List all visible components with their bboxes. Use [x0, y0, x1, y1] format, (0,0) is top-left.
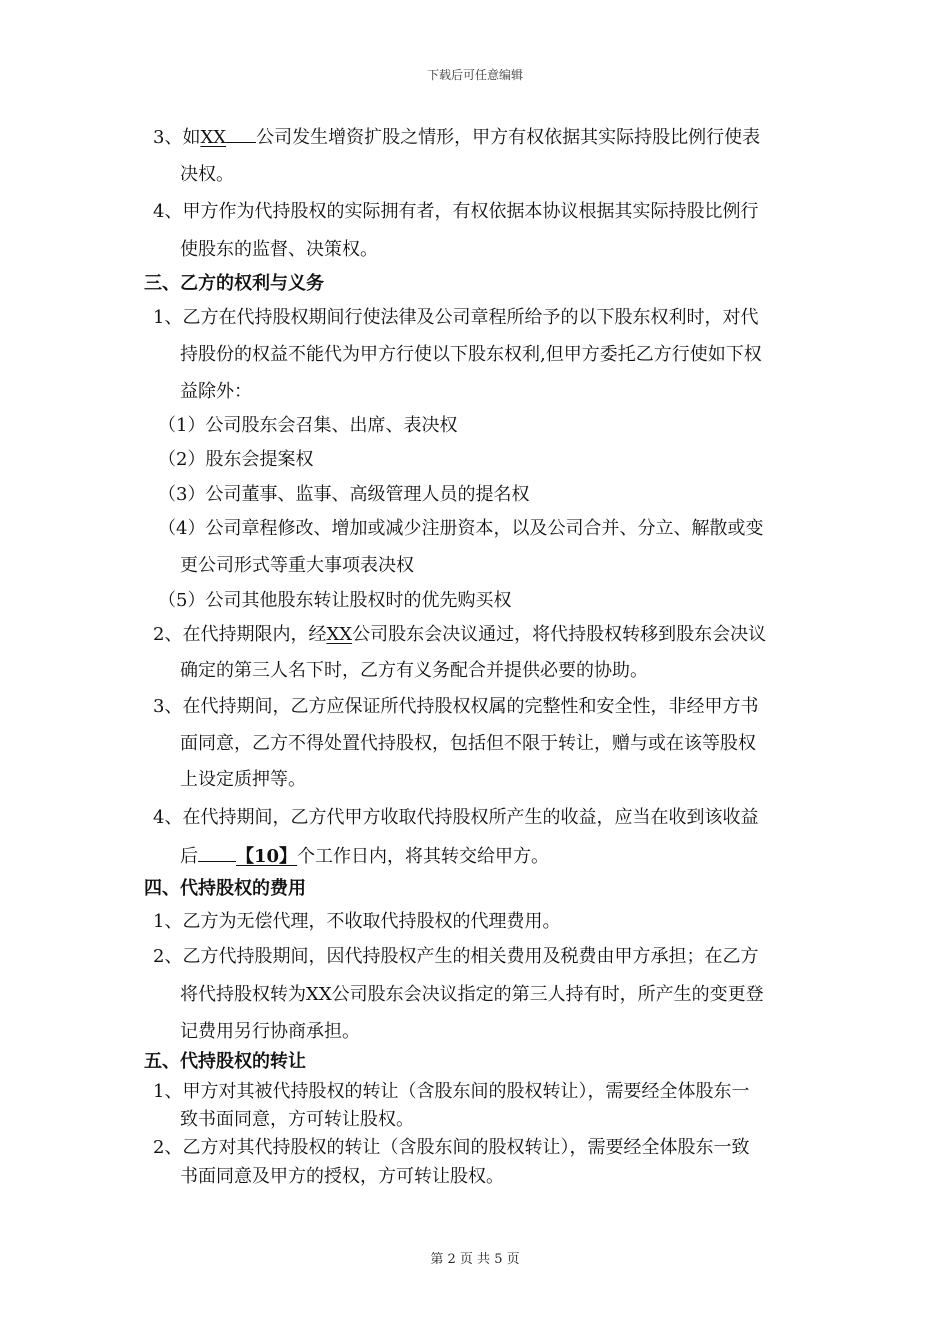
- clause-text: 个工作日内，将其转交给甲方。: [297, 846, 550, 867]
- s4-clause-2-line-3: 记费用另行协商承担。: [180, 1021, 360, 1042]
- section-heading-3: 三、乙方的权利与义务: [144, 273, 324, 294]
- s3-clause-2-line-1: [153, 623, 766, 647]
- s3-clause-1-line-1: 1、乙方在代持股权期间行使法律及公司章程所给予的以下股东权利时，对代: [153, 307, 759, 328]
- clause-3-line-2: 决权。: [180, 164, 234, 185]
- s3-clause-2-line-2: 确定的第三人名下时，乙方有义务配合并提供必要的协助。: [180, 660, 648, 681]
- s5-clause-2-line-1: 2、乙方对其代持股权的转让（含股东间的股权转让），需要经全体股东一致: [153, 1137, 750, 1158]
- page-header: 下载后可任意编辑: [426, 68, 523, 82]
- clause-4-line-2: 使股东的监督、决策权。: [180, 239, 378, 260]
- s5-clause-1-line-1: 1、甲方对其被代持股权的转让（含股东间的股权转让），需要经全体股东一: [153, 1081, 750, 1102]
- clause-text: 3、如: [153, 127, 201, 148]
- page-footer: 第 2 页 共 5 页: [430, 1252, 520, 1267]
- blank-underline: [226, 124, 256, 143]
- s3-item-5: （5）公司其他股东转让股权时的优先购买权: [158, 590, 512, 611]
- blank-underline: [198, 843, 236, 862]
- clause-text: 2、在代持期限内，经: [153, 624, 327, 645]
- s5-clause-1-line-2: 致书面同意，方可转让股权。: [180, 1109, 414, 1130]
- s3-item-4-line-1: （4）公司章程修改、增加或减少注册资本，以及公司合并、分立、解散或变: [158, 518, 764, 539]
- section-heading-4: 四、代持股权的费用: [144, 878, 306, 899]
- s3-clause-3-line-2: 面同意，乙方不得处置代持股权，包括但不限于转让，赠与或在该等股权: [180, 733, 756, 754]
- clause-text: 公司股东会决议通过，将代持股权转移到股东会决议: [352, 624, 767, 645]
- s3-clause-1-line-2: 持股份的权益不能代为甲方行使以下股东权利,但甲方委托乙方行使如下权: [180, 344, 762, 365]
- s3-item-1: （1）公司股东会召集、出席、表决权: [158, 415, 458, 436]
- s5-clause-2-line-2: 书面同意及甲方的授权，方可转让股权。: [180, 1166, 504, 1187]
- s3-item-3: （3）公司董事、监事、高级管理人员的提名权: [158, 484, 530, 505]
- s3-clause-3-line-3: 上设定质押等。: [180, 769, 306, 790]
- s3-clause-3-line-1: 3、在代持期间，乙方应保证所代持股权权属的完整性和安全性，非经甲方书: [153, 696, 759, 717]
- s3-clause-4-line-1: 4、在代持期间，乙方代甲方收取代持股权所产生的收益，应当在收到该收益: [153, 807, 759, 828]
- s3-clause-4-line-2: [180, 843, 549, 869]
- s3-item-4-line-2: 更公司形式等重大事项表决权: [180, 555, 414, 576]
- clause-3-line-1: [153, 124, 760, 150]
- s4-clause-1: 1、乙方为无偿代理，不收取代持股权的代理费用。: [153, 911, 561, 932]
- s3-item-2: （2）股东会提案权: [158, 449, 314, 470]
- company-placeholder: XX: [326, 624, 353, 645]
- s3-clause-1-line-3: 益除外：: [180, 381, 252, 402]
- clause-4-line-1: 4、甲方作为代持股权的实际拥有者，有权依据本协议根据其实际持股比例行: [153, 201, 759, 222]
- s4-clause-2-line-2: 将代持股权转为XX公司股东会决议指定的第三人持有时，所产生的变更登: [180, 984, 764, 1005]
- section-heading-5: 五、代持股权的转让: [144, 1051, 306, 1072]
- clause-text: 后: [180, 846, 198, 867]
- clause-text: 公司发生增资扩股之情形，甲方有权依据其实际持股比例行使表: [256, 127, 761, 148]
- company-placeholder: XX: [200, 127, 227, 148]
- days-value: 【10】: [236, 846, 298, 867]
- s4-clause-2-line-1: 2、乙方代持股期间，因代持股权产生的相关费用及税费由甲方承担；在乙方: [153, 946, 759, 967]
